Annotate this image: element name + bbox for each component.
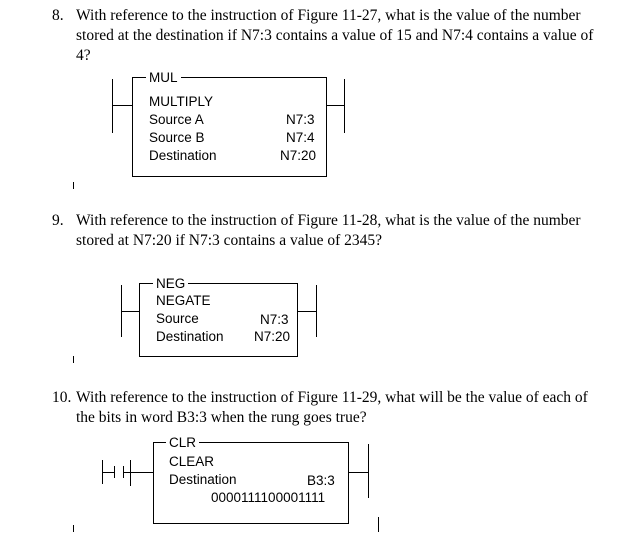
source-value: N7:3 bbox=[260, 312, 289, 327]
destination-label: Destination bbox=[149, 148, 217, 163]
rung-right-rail bbox=[344, 79, 345, 133]
page-mark bbox=[73, 356, 74, 363]
question-number: 9. bbox=[52, 212, 64, 229]
question-text-line: With reference to the instruction of Figure 11-27, what is the value of the number bbox=[76, 7, 581, 24]
destination-label: Destination bbox=[169, 472, 237, 487]
question-text-line: the bits in word B3:3 when the rung goes true? bbox=[76, 409, 367, 426]
source-label: Source bbox=[156, 311, 199, 326]
instruction-mnemonic: CLR bbox=[166, 435, 199, 451]
question-number: 10. bbox=[52, 389, 72, 406]
page-mark bbox=[73, 182, 74, 189]
destination-value: N7:20 bbox=[280, 148, 317, 163]
rung-branch-rail bbox=[130, 460, 131, 486]
rung-wire-left bbox=[112, 105, 132, 106]
rung-left-rail bbox=[112, 79, 113, 133]
rung-wire-right bbox=[348, 472, 368, 473]
destination-value: B3:3 bbox=[307, 473, 335, 488]
instruction-name: NEGATE bbox=[156, 293, 211, 308]
rung-right-rail bbox=[316, 285, 317, 337]
question-number: 8. bbox=[52, 7, 64, 24]
instruction-name: MULTIPLY bbox=[149, 94, 214, 109]
source-a-label: Source A bbox=[149, 112, 204, 127]
rung-wire-left bbox=[102, 472, 114, 473]
source-b-label: Source B bbox=[149, 130, 205, 145]
question-text-line: With reference to the instruction of Figure 11-28, what is the value of the number bbox=[76, 212, 581, 229]
page-mark bbox=[73, 525, 74, 532]
question-text-line: 4? bbox=[76, 47, 91, 64]
rung-wire-right bbox=[297, 311, 316, 312]
instruction-mnemonic: NEG bbox=[153, 276, 188, 292]
source-a-value: N7:3 bbox=[286, 112, 315, 127]
rung-wire-left bbox=[121, 311, 139, 312]
question-text-line: stored at the destination if N7:3 contains a value of 15 and N7:4 contains a value of bbox=[76, 27, 594, 44]
contact-symbol-left bbox=[114, 466, 115, 478]
text-cursor bbox=[378, 517, 379, 532]
rung-right-rail bbox=[368, 444, 369, 498]
destination-bits-value: 0000111100001111 bbox=[211, 490, 326, 505]
rung-wire-right bbox=[326, 105, 344, 106]
instruction-mnemonic: MUL bbox=[146, 70, 181, 86]
question-text-line: stored at N7:20 if N7:3 contains a value of 2345? bbox=[76, 232, 383, 249]
destination-value: N7:20 bbox=[254, 329, 291, 344]
destination-label: Destination bbox=[156, 329, 224, 344]
instruction-name: CLEAR bbox=[169, 454, 215, 469]
question-8 bbox=[52, 6, 622, 66]
source-b-value: N7:4 bbox=[286, 130, 315, 145]
rung-wire-block bbox=[130, 472, 153, 473]
question-10 bbox=[52, 388, 627, 428]
question-text-line: With reference to the instruction of Figure 11-29, what will be the value of each of bbox=[76, 389, 588, 406]
question-9 bbox=[52, 211, 622, 251]
